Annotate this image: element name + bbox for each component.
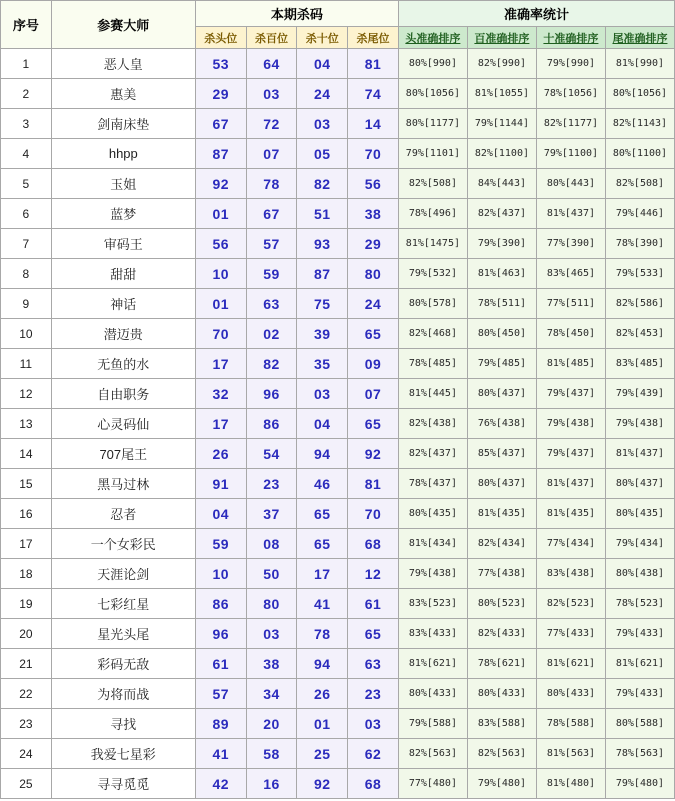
table-row [1, 409, 675, 439]
cell-acc-tail: 82%[508] [605, 169, 674, 199]
cell-acc-tail: 79%[433] [605, 619, 674, 649]
cell-kill-hundred: 16 [246, 769, 297, 799]
cell-kill-hundred: 23 [246, 469, 297, 499]
cell-kill-ten: 26 [297, 679, 348, 709]
cell-kill-hundred: 34 [246, 679, 297, 709]
cell-acc-ten: 81%[480] [536, 769, 605, 799]
cell-kill-hundred: 64 [246, 49, 297, 79]
cell-seq: 10 [1, 319, 52, 349]
table-row [1, 439, 675, 469]
cell-acc-tail: 78%[390] [605, 229, 674, 259]
table-row [1, 769, 675, 799]
cell-kill-ten: 51 [297, 199, 348, 229]
cell-acc-ten: 77%[433] [536, 619, 605, 649]
cell-kill-hundred: 57 [246, 229, 297, 259]
cell-acc-head: 81%[621] [398, 649, 467, 679]
cell-acc-head: 79%[532] [398, 259, 467, 289]
cell-seq: 6 [1, 199, 52, 229]
cell-master-name[interactable]: 为将而战 [51, 679, 195, 709]
cell-kill-tail: 12 [348, 559, 399, 589]
table-body [1, 49, 675, 799]
cell-acc-ten: 81%[485] [536, 349, 605, 379]
cell-kill-ten: 25 [297, 739, 348, 769]
cell-seq: 20 [1, 619, 52, 649]
cell-acc-hundred: 78%[511] [467, 289, 536, 319]
cell-acc-head: 80%[1177] [398, 109, 467, 139]
cell-acc-ten: 79%[437] [536, 379, 605, 409]
cell-acc-hundred: 80%[437] [467, 379, 536, 409]
cell-acc-hundred: 76%[438] [467, 409, 536, 439]
cell-master-name[interactable]: 神话 [51, 289, 195, 319]
cell-acc-head: 80%[990] [398, 49, 467, 79]
cell-acc-tail: 81%[437] [605, 439, 674, 469]
cell-kill-hundred: 63 [246, 289, 297, 319]
cell-master-name[interactable]: 星光头尾 [51, 619, 195, 649]
cell-acc-head: 82%[468] [398, 319, 467, 349]
cell-seq: 4 [1, 139, 52, 169]
cell-acc-hundred: 81%[463] [467, 259, 536, 289]
cell-acc-tail: 78%[523] [605, 589, 674, 619]
cell-acc-hundred: 82%[990] [467, 49, 536, 79]
header-acc-hundred-sort[interactable]: 百准确排序 [467, 27, 536, 49]
cell-acc-ten: 81%[563] [536, 739, 605, 769]
cell-kill-hundred: 07 [246, 139, 297, 169]
cell-kill-head: 96 [195, 619, 246, 649]
cell-kill-head: 91 [195, 469, 246, 499]
cell-kill-head: 01 [195, 199, 246, 229]
cell-kill-ten: 41 [297, 589, 348, 619]
cell-seq: 17 [1, 529, 52, 559]
cell-kill-hundred: 72 [246, 109, 297, 139]
cell-seq: 18 [1, 559, 52, 589]
table-row [1, 289, 675, 319]
cell-acc-tail: 79%[480] [605, 769, 674, 799]
cell-acc-head: 77%[480] [398, 769, 467, 799]
cell-master-name[interactable]: 蓝梦 [51, 199, 195, 229]
cell-seq: 1 [1, 49, 52, 79]
cell-acc-head: 80%[1056] [398, 79, 467, 109]
cell-kill-ten: 65 [297, 499, 348, 529]
table-row [1, 679, 675, 709]
cell-seq: 16 [1, 499, 52, 529]
cell-acc-ten: 83%[438] [536, 559, 605, 589]
cell-acc-tail: 78%[563] [605, 739, 674, 769]
cell-kill-tail: 23 [348, 679, 399, 709]
cell-kill-hundred: 86 [246, 409, 297, 439]
cell-acc-ten: 81%[437] [536, 199, 605, 229]
table-row [1, 559, 675, 589]
cell-kill-hundred: 67 [246, 199, 297, 229]
cell-master-name[interactable]: 我爱七星彩 [51, 739, 195, 769]
cell-acc-hundred: 81%[435] [467, 499, 536, 529]
cell-acc-hundred: 82%[1100] [467, 139, 536, 169]
cell-kill-head: 67 [195, 109, 246, 139]
cell-kill-ten: 78 [297, 619, 348, 649]
cell-acc-ten: 79%[438] [536, 409, 605, 439]
cell-acc-tail: 80%[437] [605, 469, 674, 499]
cell-acc-head: 82%[437] [398, 439, 467, 469]
cell-seq: 7 [1, 229, 52, 259]
cell-acc-hundred: 79%[480] [467, 769, 536, 799]
cell-kill-head: 01 [195, 289, 246, 319]
cell-acc-head: 79%[1101] [398, 139, 467, 169]
cell-acc-tail: 80%[438] [605, 559, 674, 589]
cell-seq: 15 [1, 469, 52, 499]
cell-kill-head: 17 [195, 409, 246, 439]
header-kill-ten: 杀十位 [297, 27, 348, 49]
cell-kill-tail: 80 [348, 259, 399, 289]
cell-kill-tail: 70 [348, 499, 399, 529]
cell-master-name[interactable]: 寻寻觅觅 [51, 769, 195, 799]
cell-seq: 8 [1, 259, 52, 289]
cell-master-name[interactable]: 黑马过林 [51, 469, 195, 499]
cell-acc-tail: 82%[586] [605, 289, 674, 319]
cell-acc-hundred: 79%[1144] [467, 109, 536, 139]
cell-seq: 13 [1, 409, 52, 439]
cell-kill-tail: 74 [348, 79, 399, 109]
cell-acc-hundred: 84%[443] [467, 169, 536, 199]
cell-acc-head: 81%[445] [398, 379, 467, 409]
cell-master-name[interactable]: 707尾王 [51, 439, 195, 469]
header-acc-ten-sort[interactable]: 十准确排序 [536, 27, 605, 49]
cell-acc-tail: 82%[1143] [605, 109, 674, 139]
cell-acc-head: 78%[485] [398, 349, 467, 379]
cell-master-name[interactable]: 剑南床垫 [51, 109, 195, 139]
cell-acc-ten: 79%[990] [536, 49, 605, 79]
cell-kill-head: 41 [195, 739, 246, 769]
cell-acc-tail: 80%[588] [605, 709, 674, 739]
cell-acc-ten: 78%[450] [536, 319, 605, 349]
cell-kill-ten: 92 [297, 769, 348, 799]
cell-kill-ten: 87 [297, 259, 348, 289]
cell-seq: 11 [1, 349, 52, 379]
cell-master-name[interactable]: 玉姐 [51, 169, 195, 199]
cell-kill-tail: 24 [348, 289, 399, 319]
cell-kill-ten: 94 [297, 649, 348, 679]
cell-kill-tail: 65 [348, 619, 399, 649]
cell-acc-tail: 80%[435] [605, 499, 674, 529]
table-row [1, 49, 675, 79]
cell-kill-ten: 82 [297, 169, 348, 199]
cell-acc-head: 81%[434] [398, 529, 467, 559]
cell-acc-head: 83%[433] [398, 619, 467, 649]
cell-master-name[interactable]: 恶人皇 [51, 49, 195, 79]
cell-acc-tail: 81%[621] [605, 649, 674, 679]
cell-acc-head: 83%[523] [398, 589, 467, 619]
cell-acc-ten: 79%[1100] [536, 139, 605, 169]
cell-kill-head: 42 [195, 769, 246, 799]
cell-seq: 19 [1, 589, 52, 619]
cell-kill-head: 86 [195, 589, 246, 619]
cell-acc-tail: 80%[1100] [605, 139, 674, 169]
cell-seq: 23 [1, 709, 52, 739]
table-row [1, 139, 675, 169]
cell-acc-ten: 78%[588] [536, 709, 605, 739]
table-row [1, 349, 675, 379]
cell-kill-hundred: 03 [246, 79, 297, 109]
table-row [1, 109, 675, 139]
header-kill-hundred: 杀百位 [246, 27, 297, 49]
cell-acc-ten: 82%[1177] [536, 109, 605, 139]
cell-kill-head: 10 [195, 559, 246, 589]
table-row [1, 259, 675, 289]
cell-acc-hundred: 80%[523] [467, 589, 536, 619]
cell-kill-hundred: 82 [246, 349, 297, 379]
cell-kill-hundred: 59 [246, 259, 297, 289]
cell-seq: 2 [1, 79, 52, 109]
cell-seq: 5 [1, 169, 52, 199]
cell-kill-head: 89 [195, 709, 246, 739]
cell-kill-hundred: 96 [246, 379, 297, 409]
cell-acc-head: 80%[435] [398, 499, 467, 529]
table-row [1, 169, 675, 199]
cell-kill-tail: 61 [348, 589, 399, 619]
cell-kill-head: 10 [195, 259, 246, 289]
cell-kill-head: 32 [195, 379, 246, 409]
cell-acc-head: 79%[588] [398, 709, 467, 739]
cell-master-name[interactable]: 心灵码仙 [51, 409, 195, 439]
cell-acc-tail: 83%[485] [605, 349, 674, 379]
cell-kill-head: 56 [195, 229, 246, 259]
cell-acc-head: 80%[578] [398, 289, 467, 319]
cell-acc-ten: 77%[390] [536, 229, 605, 259]
cell-acc-tail: 79%[433] [605, 679, 674, 709]
cell-acc-tail: 80%[1056] [605, 79, 674, 109]
cell-kill-hundred: 02 [246, 319, 297, 349]
cell-kill-head: 26 [195, 439, 246, 469]
cell-kill-hundred: 78 [246, 169, 297, 199]
cell-acc-tail: 79%[439] [605, 379, 674, 409]
cell-master-name[interactable]: 寻找 [51, 709, 195, 739]
cell-acc-hundred: 78%[621] [467, 649, 536, 679]
cell-acc-head: 80%[433] [398, 679, 467, 709]
table-row [1, 499, 675, 529]
cell-seq: 3 [1, 109, 52, 139]
cell-acc-hundred: 85%[437] [467, 439, 536, 469]
cell-acc-ten: 82%[523] [536, 589, 605, 619]
cell-kill-ten: 17 [297, 559, 348, 589]
cell-kill-tail: 03 [348, 709, 399, 739]
cell-kill-hundred: 54 [246, 439, 297, 469]
cell-acc-hundred: 80%[450] [467, 319, 536, 349]
cell-kill-ten: 04 [297, 409, 348, 439]
cell-kill-ten: 65 [297, 529, 348, 559]
cell-kill-hundred: 58 [246, 739, 297, 769]
cell-acc-hundred: 80%[433] [467, 679, 536, 709]
cell-seq: 9 [1, 289, 52, 319]
cell-acc-head: 82%[438] [398, 409, 467, 439]
cell-acc-ten: 81%[435] [536, 499, 605, 529]
cell-acc-head: 82%[563] [398, 739, 467, 769]
cell-kill-head: 70 [195, 319, 246, 349]
cell-seq: 22 [1, 679, 52, 709]
header-kill-head: 杀头位 [195, 27, 246, 49]
cell-master-name[interactable]: hhpp [51, 139, 195, 169]
cell-acc-head: 78%[437] [398, 469, 467, 499]
cell-acc-hundred: 79%[485] [467, 349, 536, 379]
cell-kill-tail: 92 [348, 439, 399, 469]
cell-kill-ten: 24 [297, 79, 348, 109]
cell-acc-ten: 81%[437] [536, 469, 605, 499]
cell-kill-head: 61 [195, 649, 246, 679]
cell-kill-hundred: 37 [246, 499, 297, 529]
cell-seq: 25 [1, 769, 52, 799]
header-kill-tail: 杀尾位 [348, 27, 399, 49]
cell-kill-hundred: 08 [246, 529, 297, 559]
cell-kill-head: 53 [195, 49, 246, 79]
cell-kill-ten: 03 [297, 379, 348, 409]
cell-kill-head: 04 [195, 499, 246, 529]
cell-seq: 12 [1, 379, 52, 409]
cell-kill-hundred: 03 [246, 619, 297, 649]
cell-acc-tail: 82%[453] [605, 319, 674, 349]
cell-master-name[interactable]: 审码王 [51, 229, 195, 259]
header-seq: 序号 [1, 1, 52, 49]
cell-acc-tail: 79%[533] [605, 259, 674, 289]
cell-kill-tail: 68 [348, 529, 399, 559]
cell-kill-tail: 38 [348, 199, 399, 229]
cell-kill-tail: 63 [348, 649, 399, 679]
cell-kill-ten: 05 [297, 139, 348, 169]
cell-kill-hundred: 20 [246, 709, 297, 739]
header-kill-group: 本期杀码 [195, 1, 398, 27]
cell-kill-ten: 93 [297, 229, 348, 259]
cell-acc-ten: 77%[511] [536, 289, 605, 319]
cell-kill-tail: 07 [348, 379, 399, 409]
cell-master-name[interactable]: 潜迈贵 [51, 319, 195, 349]
table-row [1, 709, 675, 739]
cell-master-name[interactable]: 惠美 [51, 79, 195, 109]
cell-acc-ten: 77%[434] [536, 529, 605, 559]
cell-kill-head: 92 [195, 169, 246, 199]
cell-kill-ten: 04 [297, 49, 348, 79]
table-row [1, 199, 675, 229]
cell-kill-tail: 81 [348, 469, 399, 499]
cell-kill-ten: 03 [297, 109, 348, 139]
table-row [1, 619, 675, 649]
cell-kill-ten: 39 [297, 319, 348, 349]
cell-master-name[interactable]: 忍者 [51, 499, 195, 529]
cell-acc-head: 78%[496] [398, 199, 467, 229]
cell-kill-ten: 01 [297, 709, 348, 739]
cell-seq: 21 [1, 649, 52, 679]
cell-master-name[interactable]: 无鱼的水 [51, 349, 195, 379]
cell-acc-head: 81%[1475] [398, 229, 467, 259]
cell-master-name[interactable]: 一个女彩民 [51, 529, 195, 559]
header-master: 参赛大师 [51, 1, 195, 49]
cell-acc-hundred: 79%[390] [467, 229, 536, 259]
cell-kill-ten: 75 [297, 289, 348, 319]
cell-kill-tail: 56 [348, 169, 399, 199]
cell-acc-hundred: 80%[437] [467, 469, 536, 499]
cell-kill-tail: 68 [348, 769, 399, 799]
cell-master-name[interactable]: 甜甜 [51, 259, 195, 289]
cell-acc-hundred: 83%[588] [467, 709, 536, 739]
cell-acc-tail: 79%[434] [605, 529, 674, 559]
cell-acc-ten: 78%[1056] [536, 79, 605, 109]
cell-acc-hundred: 81%[1055] [467, 79, 536, 109]
cell-acc-head: 82%[508] [398, 169, 467, 199]
cell-kill-hundred: 50 [246, 559, 297, 589]
table-row [1, 739, 675, 769]
cell-kill-ten: 94 [297, 439, 348, 469]
table-header [1, 1, 675, 49]
header-acc-tail-sort[interactable]: 尾准确排序 [605, 27, 674, 49]
cell-kill-head: 59 [195, 529, 246, 559]
cell-acc-ten: 83%[465] [536, 259, 605, 289]
cell-acc-tail: 81%[990] [605, 49, 674, 79]
cell-acc-hundred: 82%[437] [467, 199, 536, 229]
cell-acc-tail: 79%[438] [605, 409, 674, 439]
cell-master-name[interactable]: 天涯论剑 [51, 559, 195, 589]
cell-kill-ten: 46 [297, 469, 348, 499]
cell-kill-ten: 35 [297, 349, 348, 379]
cell-acc-ten: 81%[621] [536, 649, 605, 679]
cell-acc-head: 79%[438] [398, 559, 467, 589]
table-row [1, 229, 675, 259]
cell-acc-ten: 80%[433] [536, 679, 605, 709]
cell-master-name[interactable]: 七彩红星 [51, 589, 195, 619]
cell-kill-tail: 62 [348, 739, 399, 769]
cell-kill-tail: 81 [348, 49, 399, 79]
cell-kill-head: 29 [195, 79, 246, 109]
cell-kill-head: 57 [195, 679, 246, 709]
table-row [1, 79, 675, 109]
cell-kill-hundred: 80 [246, 589, 297, 619]
cell-acc-hundred: 82%[433] [467, 619, 536, 649]
cell-acc-hundred: 82%[563] [467, 739, 536, 769]
table-row [1, 469, 675, 499]
cell-acc-hundred: 82%[434] [467, 529, 536, 559]
cell-kill-tail: 09 [348, 349, 399, 379]
cell-kill-head: 17 [195, 349, 246, 379]
header-accuracy-group: 准确率统计 [398, 1, 674, 27]
table-row [1, 319, 675, 349]
cell-acc-tail: 79%[446] [605, 199, 674, 229]
cell-seq: 14 [1, 439, 52, 469]
cell-acc-hundred: 77%[438] [467, 559, 536, 589]
cell-kill-head: 87 [195, 139, 246, 169]
cell-kill-tail: 29 [348, 229, 399, 259]
cell-master-name[interactable]: 自由职务 [51, 379, 195, 409]
table-row [1, 529, 675, 559]
table-row [1, 589, 675, 619]
header-acc-head-sort[interactable]: 头准确排序 [398, 27, 467, 49]
cell-kill-tail: 70 [348, 139, 399, 169]
header-row-top [1, 1, 675, 27]
cell-kill-hundred: 38 [246, 649, 297, 679]
cell-kill-tail: 65 [348, 319, 399, 349]
cell-acc-ten: 80%[443] [536, 169, 605, 199]
cell-seq: 24 [1, 739, 52, 769]
table-row [1, 649, 675, 679]
cell-acc-ten: 79%[437] [536, 439, 605, 469]
cell-kill-tail: 14 [348, 109, 399, 139]
cell-master-name[interactable]: 彩码无敌 [51, 649, 195, 679]
table-row [1, 379, 675, 409]
cell-kill-tail: 65 [348, 409, 399, 439]
